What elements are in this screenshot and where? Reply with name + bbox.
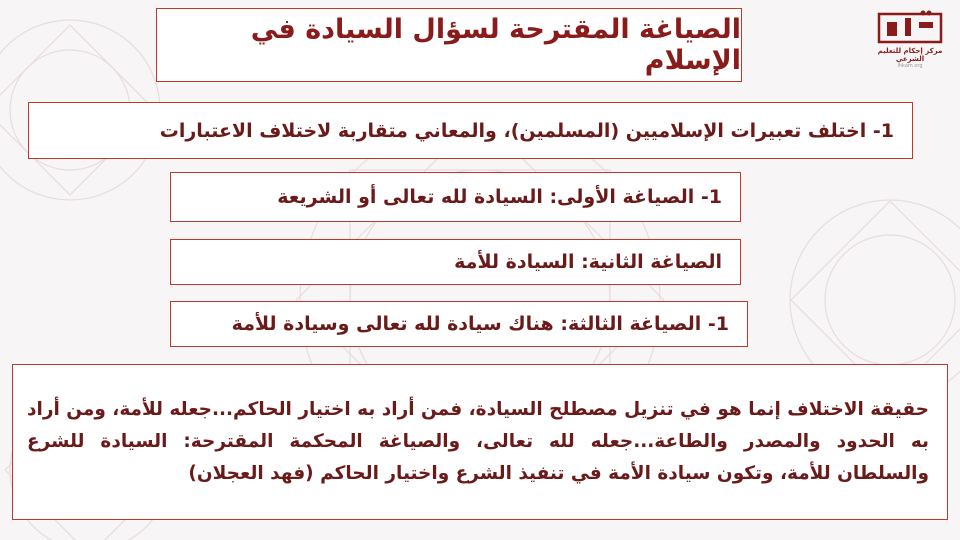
logo-icon (875, 8, 945, 46)
point-text-1: 1- اختلف تعبيرات الإسلاميين (المسلمين)، والمعاني متقاربة لاختلاف الاعتبارات (159, 119, 894, 142)
point-box-3 (170, 239, 741, 285)
point-text-2: 1- الصياغة الأولى: السيادة لله تعالى أو الشريعة (277, 186, 722, 208)
point-text-3: الصياغة الثانية: السيادة للأمة (454, 251, 722, 273)
slide-title-box (156, 8, 742, 82)
conclusion-paragraph: حقيقة الاختلاف إنما هو في تنزيل مصطلح السيادة، فمن أراد به اختيار الحاكم...جعله للأمة، ومن أراد به الحدود والمصدر والطاعة...جعله لله تعالى، والصياغة المحكمة المقترحة: السيادة للشرع والسلطان للأمة، وتكون سيادة الأمة في تنفيذ الشرع واختيار الحاكم (فهد العجلان) (26, 399, 929, 484)
logo-tiny-text: ihkam.org (897, 62, 923, 69)
logo (868, 8, 952, 72)
point-box-1 (28, 102, 913, 159)
point-box-4 (170, 301, 748, 347)
slide-title: الصياغة المقترحة لسؤال السيادة في الإسلام (250, 14, 741, 76)
conclusion-box (12, 364, 948, 520)
point-text-4: 1- الصياغة الثالثة: هناك سيادة لله تعالى وسيادة للأمة (231, 313, 729, 335)
point-box-2 (170, 172, 741, 222)
logo-subtitle: مركز إحكام للتعليم الشرعي (877, 47, 943, 64)
